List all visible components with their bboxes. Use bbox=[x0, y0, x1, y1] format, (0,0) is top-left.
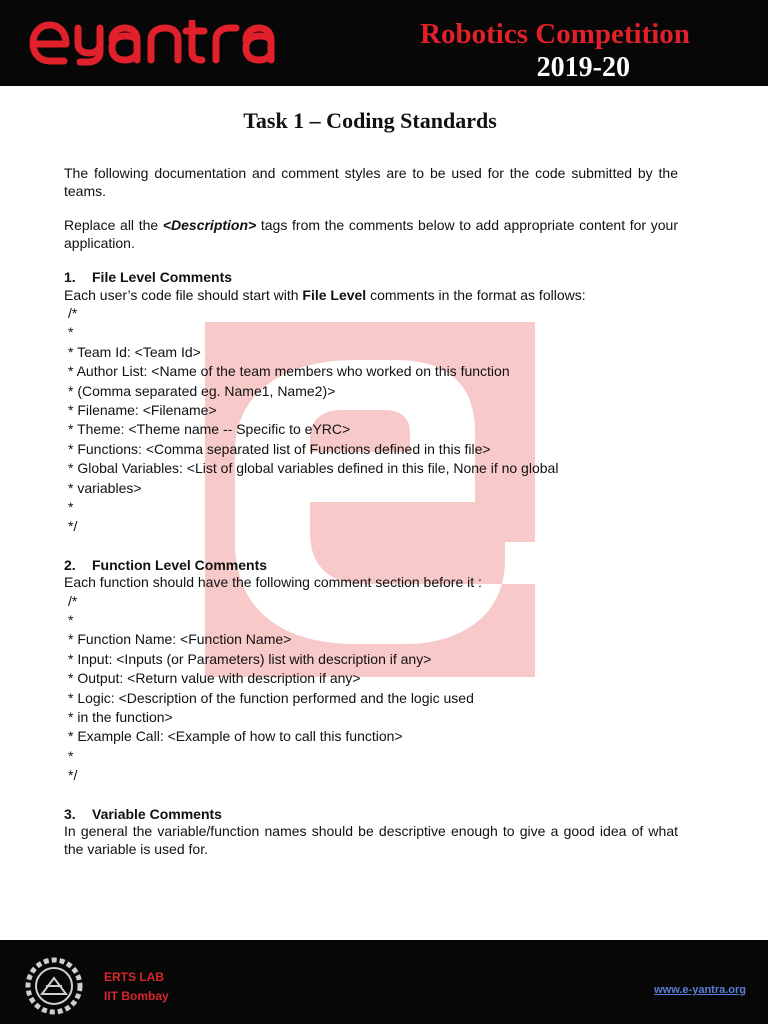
desc-text-end: comments in the format as follows: bbox=[366, 286, 586, 303]
code-line: * bbox=[68, 498, 74, 515]
code-line: * (Comma separated eg. Name1, Name2)> bbox=[68, 382, 336, 399]
desc-bold-text: File Level bbox=[302, 286, 367, 303]
code-line: * Author List: <Name of the team members who worked on this function bbox=[68, 363, 510, 380]
replace-text-end: tags from the comments below to add appropriate content for your application. bbox=[64, 217, 678, 251]
page-footer bbox=[0, 940, 768, 1024]
intro-paragraph: The following documentation and comment styles are to be used for the code submitted by the teams. bbox=[64, 165, 678, 199]
code-line: * Theme: <Theme name -- Specific to eYRC> bbox=[68, 421, 351, 438]
code-line: * Functions: <Comma separated list of Functions defined in this file> bbox=[68, 440, 491, 457]
institute-name: IIT Bombay bbox=[104, 989, 169, 1003]
section-number: 3. bbox=[64, 805, 76, 822]
code-line: /* bbox=[68, 305, 78, 321]
code-line: * bbox=[68, 612, 74, 629]
code-line: * Function Name: <Function Name> bbox=[68, 631, 292, 648]
task-title: Task 1 – Coding Standards bbox=[243, 108, 497, 133]
code-line: * Global Variables: <List of global variables defined in this file, None if no global bbox=[68, 460, 559, 477]
section-number: 2. bbox=[64, 556, 76, 573]
code-line: * Logic: <Description of the function performed and the logic used bbox=[68, 689, 474, 706]
code-line: * Input: <Inputs (or Parameters) list with description if any> bbox=[68, 650, 432, 667]
code-line: * Team Id: <Team Id> bbox=[68, 343, 201, 360]
section-file-level-desc bbox=[64, 287, 678, 305]
eyantra-logo bbox=[28, 20, 328, 66]
code-line: /* bbox=[68, 592, 78, 609]
website-link[interactable]: www.e-yantra.org bbox=[654, 984, 746, 996]
function-comment-template bbox=[64, 592, 678, 786]
iit-bombay-seal-icon bbox=[14, 956, 94, 1016]
code-line: * bbox=[68, 324, 74, 341]
code-line: * Output: <Return value with description if any> bbox=[68, 670, 361, 687]
code-line: * Example Call: <Example of how to call this function> bbox=[68, 728, 403, 745]
section-title: Function Level Comments bbox=[92, 556, 268, 573]
description-tag: <Description> bbox=[162, 217, 257, 233]
competition-title: Robotics Competition bbox=[420, 18, 690, 50]
code-line: * in the function> bbox=[68, 709, 173, 726]
section-title: Variable Comments bbox=[92, 805, 222, 822]
code-line: * variables> bbox=[68, 479, 142, 496]
section-variable-desc: In general the variable/function names should be descriptive enough to give a good idea of what the variable is used for. bbox=[64, 823, 678, 857]
desc-text-start: Each user’s code file should start with bbox=[64, 286, 303, 303]
file-comment-template bbox=[64, 304, 678, 537]
document-body bbox=[64, 165, 678, 875]
competition-year: 2019-20 bbox=[536, 52, 630, 83]
replace-text-start: Replace all the bbox=[64, 217, 163, 233]
section-number: 1. bbox=[64, 269, 76, 285]
lab-name: ERTS LAB bbox=[104, 970, 164, 984]
page-header bbox=[0, 0, 768, 86]
lab-info bbox=[104, 968, 169, 1006]
section-file-level-heading bbox=[64, 269, 678, 287]
code-line: */ bbox=[68, 767, 78, 784]
code-line: * bbox=[68, 747, 74, 764]
section-title: File Level Comments bbox=[92, 269, 233, 285]
code-line: */ bbox=[68, 518, 78, 535]
replace-paragraph bbox=[64, 217, 678, 252]
code-line: * Filename: <Filename> bbox=[68, 401, 217, 418]
section-function-level-heading bbox=[64, 557, 678, 575]
section-function-level-desc: Each function should have the following comment section before it : bbox=[64, 574, 482, 591]
section-variable-heading bbox=[64, 806, 678, 824]
